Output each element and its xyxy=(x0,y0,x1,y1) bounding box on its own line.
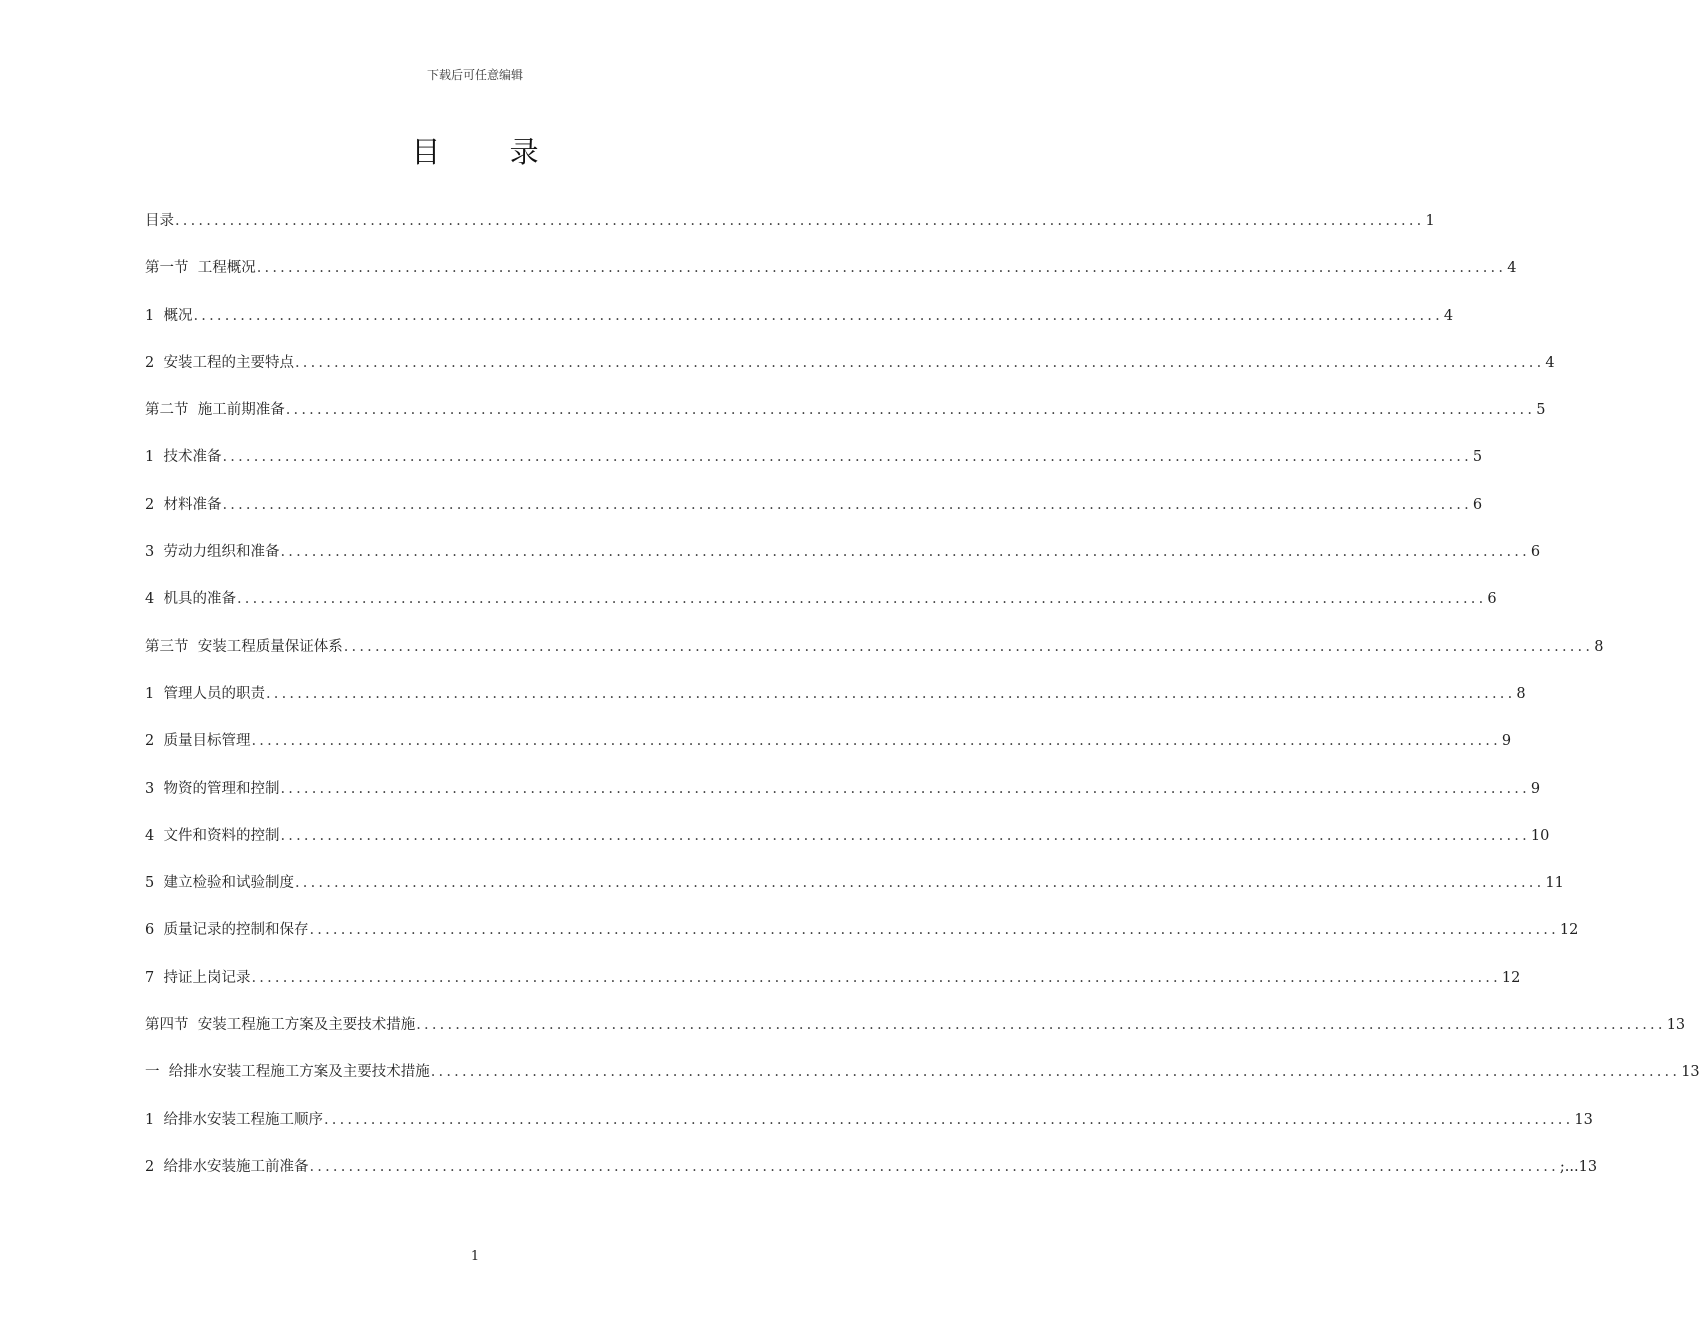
toc-leader-dots: ................................................................................................................................................................ xyxy=(251,969,1501,986)
toc-entry-page: 4 xyxy=(1545,354,1555,371)
toc-entry[interactable] xyxy=(145,729,1512,776)
toc-entry-label: 1 管理人员的职责 xyxy=(145,685,265,702)
toc-entry-page: 5 xyxy=(1472,449,1483,466)
toc-leader-dots: ................................................................................................................................................................ xyxy=(222,496,1472,513)
toc-leader-dots: ................................................................................................................................................................ xyxy=(323,1111,1574,1128)
toc-entry-label: 2 给排水安装施工前准备 xyxy=(145,1158,309,1175)
toc-entry-page: ;...13 xyxy=(1559,1158,1598,1175)
toc-entry-page: 5 xyxy=(1536,402,1546,419)
toc-leader-dots: ................................................................................................................................................................ xyxy=(256,260,1507,277)
toc-entry[interactable] xyxy=(145,635,1604,682)
toc-entry-label: 一 给排水安装工程施工方案及主要技术措施 xyxy=(145,1064,430,1081)
toc-entry[interactable] xyxy=(145,824,1550,871)
toc-entry[interactable] xyxy=(145,1013,1686,1060)
toc-entry[interactable] xyxy=(145,1060,1700,1107)
toc-entry-page: 10 xyxy=(1530,827,1550,844)
toc-leader-dots: ................................................................................................................................................................ xyxy=(294,875,1545,892)
toc-entry-page: 4 xyxy=(1507,260,1517,277)
toc-leader-dots: ................................................................................................................................................................ xyxy=(280,780,1530,797)
toc-entry-page: 8 xyxy=(1594,638,1604,655)
toc-entry-label: 2 质量目标管理 xyxy=(145,733,251,750)
toc-entry-label: 2 材料准备 xyxy=(145,496,222,513)
toc-leader-dots: ................................................................................................................................................................ xyxy=(294,354,1545,371)
page-header: 下载后可任意编辑 xyxy=(426,68,523,82)
toc-entry-label: 4 文件和资料的控制 xyxy=(145,827,280,844)
toc-entry-label: 1 给排水安装工程施工顺序 xyxy=(145,1111,323,1128)
toc-leader-dots: ................................................................................................................................................................ xyxy=(222,449,1472,466)
toc-entry-label: 1 技术准备 xyxy=(145,449,222,466)
toc-entry-label: 1 概况 xyxy=(145,307,193,324)
toc-entry-page: 13 xyxy=(1574,1111,1593,1128)
toc-entry-page: 11 xyxy=(1545,875,1564,892)
toc-entry-page: 6 xyxy=(1487,591,1497,608)
toc-leader-dots: ................................................................................................................................................................ xyxy=(309,1158,1559,1175)
toc-entry-label: 2 安装工程的主要特点 xyxy=(145,354,294,371)
toc-entry[interactable] xyxy=(145,918,1579,965)
toc-entry-page: 1 xyxy=(1425,213,1435,229)
toc-entry[interactable] xyxy=(145,493,1483,540)
toc-entry-label: 第一节 工程概况 xyxy=(145,260,256,277)
toc-entry[interactable] xyxy=(145,540,1541,587)
page-title: 目 录 xyxy=(411,135,569,169)
toc-entry-label: 第二节 施工前期准备 xyxy=(145,402,285,419)
toc-entry[interactable] xyxy=(145,1155,1598,1202)
toc-entry[interactable] xyxy=(145,871,1564,918)
toc-entry-page: 8 xyxy=(1516,685,1526,702)
toc-entry-page: 13 xyxy=(1666,1017,1686,1034)
toc-entry-page: 4 xyxy=(1443,307,1454,324)
toc-entry-label: 4 机具的准备 xyxy=(145,591,236,608)
toc-entry-page: 6 xyxy=(1530,544,1541,561)
toc-entry-label: 7 持证上岗记录 xyxy=(145,969,251,986)
toc-leader-dots: ................................................................................................................................................................ xyxy=(285,402,1536,419)
toc-leader-dots: ................................................................................................................................................................ xyxy=(309,922,1559,939)
toc-entry-label: 6 质量记录的控制和保存 xyxy=(145,922,309,939)
toc-entry-label: 3 劳动力组织和准备 xyxy=(145,544,280,561)
toc-leader-dots: ................................................................................................................................................................ xyxy=(416,1017,1666,1034)
toc-entry-label: 第四节 安装工程施工方案及主要技术措施 xyxy=(145,1017,416,1034)
toc-entry[interactable] xyxy=(145,398,1546,445)
toc-leader-dots: ................................................................................................................................................................ xyxy=(265,685,1516,702)
toc-entry[interactable] xyxy=(145,209,1435,256)
toc-entry[interactable] xyxy=(145,445,1483,492)
toc-leader-dots: ................................................................................................................................................................ xyxy=(236,591,1487,608)
toc-entry[interactable] xyxy=(145,777,1541,824)
toc-entry[interactable] xyxy=(145,587,1497,634)
toc-leader-dots: ................................................................................................................................................................ xyxy=(343,638,1594,655)
toc-entry-page: 9 xyxy=(1501,733,1512,750)
toc-entry[interactable] xyxy=(145,351,1555,398)
toc-entry-label: 目录 xyxy=(145,213,174,229)
toc-entry-label: 第三节 安装工程质量保证体系 xyxy=(145,638,343,655)
toc-entry[interactable] xyxy=(145,966,1521,1013)
toc-leader-dots: ................................................................................................................................................................ xyxy=(280,544,1530,561)
toc-leader-dots: ................................................................................................................................................................ xyxy=(430,1064,1681,1081)
toc-leader-dots: ................................................................................................................................................................ xyxy=(251,733,1501,750)
toc-leader-dots: ................................................................................................................................................................ xyxy=(193,307,1443,324)
toc-entry-page: 12 xyxy=(1501,969,1521,986)
table-of-contents xyxy=(145,209,1700,1202)
toc-entry-page: 12 xyxy=(1559,922,1579,939)
toc-entry[interactable] xyxy=(145,256,1517,303)
toc-leader-dots: ................................................................................................................................................................ xyxy=(280,827,1530,844)
toc-entry-page: 9 xyxy=(1530,780,1541,797)
page-number: 1 xyxy=(470,1249,480,1264)
toc-entry[interactable] xyxy=(145,1108,1593,1155)
toc-entry-label: 3 物资的管理和控制 xyxy=(145,780,280,797)
toc-entry-page: 6 xyxy=(1472,496,1483,513)
toc-entry-page: 13 xyxy=(1681,1064,1700,1081)
toc-leader-dots: ................................................................................................................................................................ xyxy=(175,213,1425,229)
toc-entry[interactable] xyxy=(145,682,1526,729)
toc-entry[interactable] xyxy=(145,304,1454,351)
toc-entry-label: 5 建立检验和试验制度 xyxy=(145,875,294,892)
